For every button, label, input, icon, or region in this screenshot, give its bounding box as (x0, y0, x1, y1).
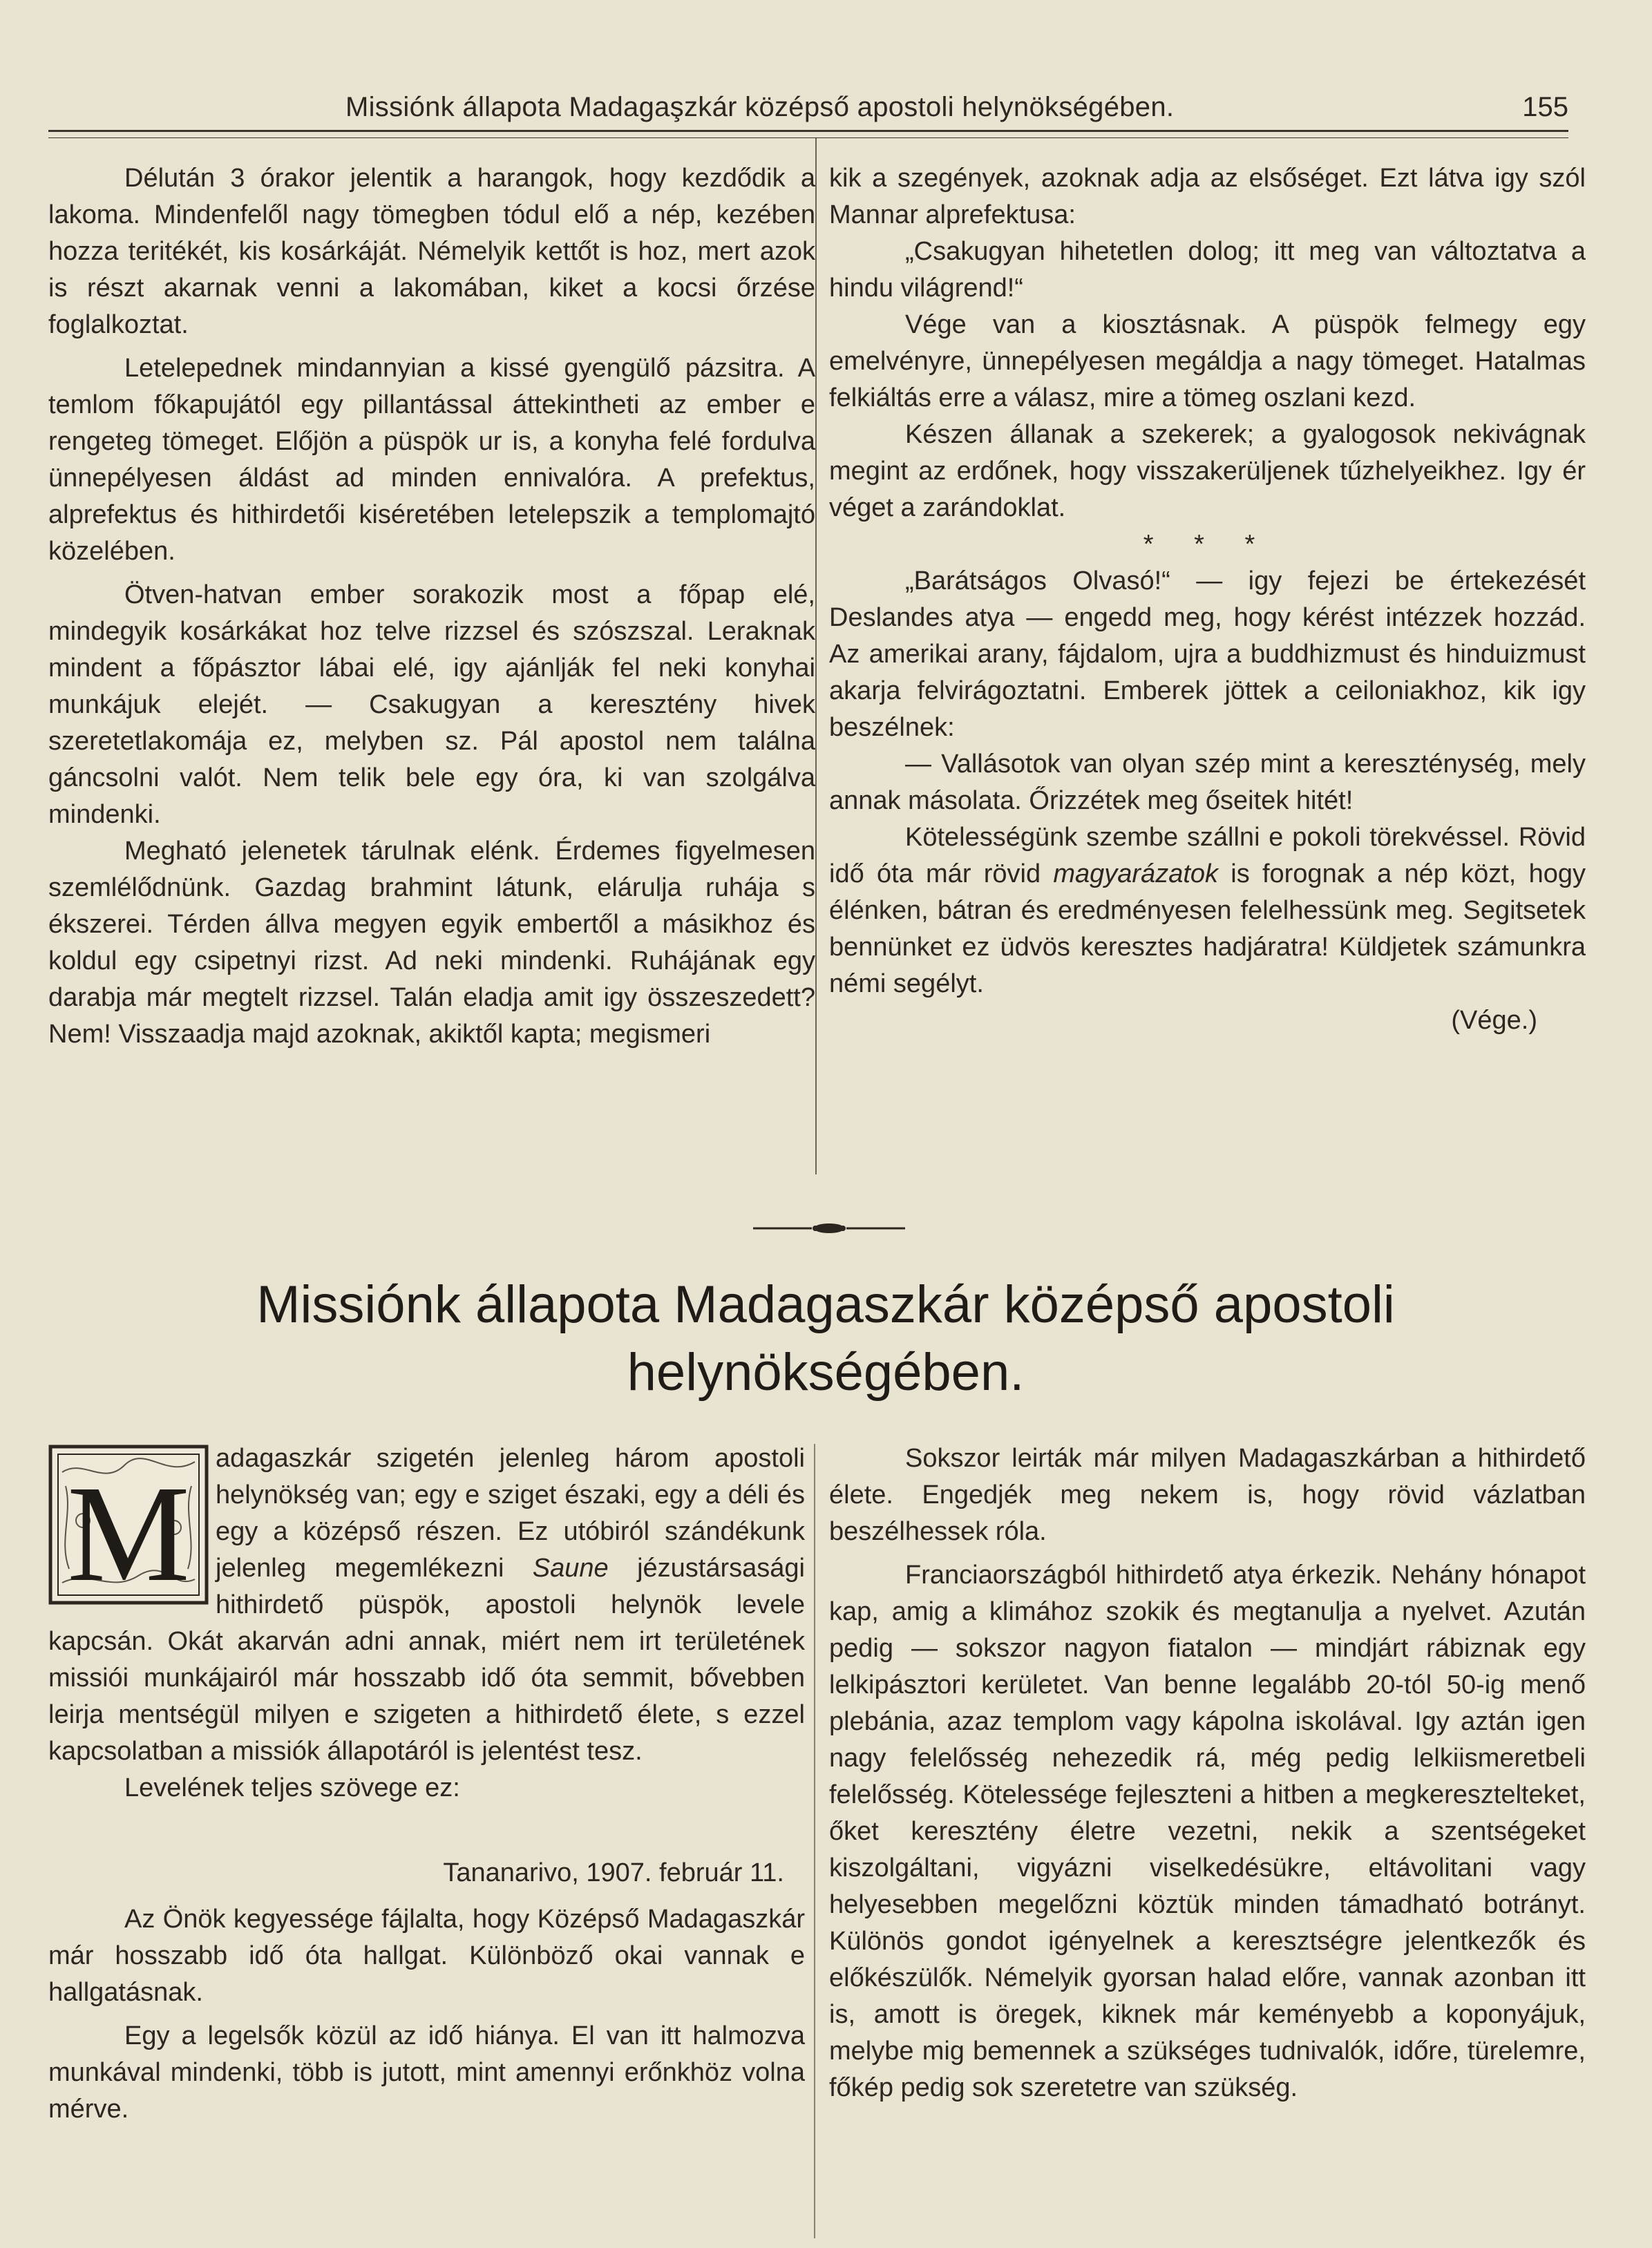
paragraph: Letelepednek mindannyian a kissé gyengülő pázsitra. A temlom főkapujától egy pillantással áttekintheti az ember e rengeteg tömeget. Előjön a püspök ur is, a konyha felé fordulva ünnepélyesen áldást ad minden ennivalóra. A prefektus, alprefektus és hithirdetői kiséretében letelepszik a templomajtó közelében. (48, 354, 815, 566)
paragraph: Sokszor leirták már milyen Madagaszkárban a hithirdető élete. Engedjék meg nekem is, hogy rövid vázlatban beszélhessek róla. (829, 1444, 1586, 1546)
column-divider-bottom (814, 1444, 815, 2238)
italic-term: magyarázatok (1053, 859, 1219, 888)
paragraph: Levelének teljes szövege ez: (124, 1773, 460, 1802)
bottom-right-column (829, 1440, 1586, 2106)
column-divider-top (815, 138, 817, 1174)
quote: „Csakugyan hihetetlen dolog; itt meg van változtatva a hindu világrend!“ (829, 237, 1586, 303)
text-run: jézustársasági hithirdető püspök, apostoli helynök levele kapcsán. Okát akarván adni annak, miért nem irt területének missiói munkájairól már hosszabb idő óta semmit, bővebben leirja mentségül milyen e szigeten a hithirdető élete, s ezzel kapcsolatban a missiók állapotáról is jelentést tesz. (48, 1554, 805, 1766)
running-header (48, 83, 1568, 131)
header-rule (48, 130, 1568, 138)
dropcap (48, 1445, 209, 1605)
running-title: Missiónk állapota Madagaşzkár középső apostoli helynökségében. (345, 92, 1175, 122)
paragraph: Vége van a kiosztásnak. A püspök felmegy egy emelvényre, ünnepélyesen megáldja a nagy tömeget. Hatalmas felkiáltás erre a válasz, mire a tömeg oszlani kezd. (829, 310, 1586, 412)
page-number: 155 (1522, 92, 1568, 122)
paragraph (829, 819, 1586, 1002)
dropcap-letter: M (67, 1458, 190, 1605)
end-mark: (Vége.) (1451, 1006, 1537, 1035)
section-title: Missiónk állapota Madagaszkár középső apostoli helynökségében. (256, 1275, 1395, 1402)
italic-name: Saune (532, 1554, 609, 1583)
paragraph: Egy a legelsők közül az idő hiánya. El van itt halmozva munkával mindenki, több is jutott, mint amennyi erőnkhöz volna mérve. (48, 2021, 805, 2124)
top-left-column (48, 160, 815, 1053)
section-break-stars: * * * (1143, 530, 1272, 559)
paragraph: „Barátságos Olvasó!“ — igy fejezi be értekezését Deslandes atya — engedd meg, hogy kérést intézzek hozzád. Az amerikai arany, fájdalom, ujra a buddhizmust és hinduizmust akarja felvirágoztatni. Emberek jöttek a ceiloniakhoz, kik igy beszélnek: (829, 566, 1586, 742)
paragraph: Franciaországból hithirdető atya érkezik. Nehány hónapot kap, amig a klimához szokik és megtanulja a nyelvet. Azután pedig — sokszor nagyon fiatalon — mindjárt rábiznak egy lelkipásztori kerületet. Van benne legalább 20-tól 50-ig menő plebánia, azaz templom vagy kápolna iskolával. Igy aztán igen nagy felelősség nehezedik rá, még pedig lelkiismeretbeli felelősség. Kötelessége fejleszteni a hitben a megkeresztelteket, őket keresztény életre vezetni, nekik a szentségeket kiszolgáltani, vigyázni viselkedésükre, eltávolitani vagy helyesebben megelőzni köztük minden támadható botrányt. Különös gondot igényelnek a keresztségre jelentkezők és előkészülők. Némelyik gyorsan halad előre, vannak azonban itt is, amott is öregek, kiknek már keményebb a koponyájuk, melybe mig bemennek a szükséges tudnivalók, időre, türelemre, főkép pedig sok szeretetre van szükség. (829, 1561, 1586, 2102)
paragraph: Az Önök kegyessége fájlalta, hogy Középső Madagaszkár már hosszabb idő óta hallgat. Különböző okai vannak e hallgatásnak. (48, 1905, 805, 2007)
paragraph: — Vallásotok van olyan szép mint a kereszténység, mely annak másolata. Őrizzétek meg őseitek hitét! (829, 750, 1586, 815)
paragraph: Délután 3 órakor jelentik a harangok, hogy kezdődik a lakoma. Mindenfelől nagy tömegben tódul elő a nép, kezében hozza teritékét, kis kosárkáját. Némelyik kettőt is hoz, mert azok is részt akarnak venni a lakomában, kiket a kocsi őrzése foglalkoztat. (48, 164, 815, 339)
paragraph: Megható jelenetek tárulnak elénk. Érdemes figyelmesen szemlélődnünk. Gazdag brahmint látunk, elárulja ruhája s ékszerei. Térden állva megyen egyik embertől a másikhoz és koldul egy csipetnyi rizst. Ad neki mindenki. Ruhájának egy darabja már megtelt rizzsel. Talán eladja amit igy összeszedett? Nem! Visszaadja majd azoknak, akiktől kapta; megismeri (48, 837, 815, 1049)
text-run: is forognak a nép közt, hogy élénken, bátran és eredményesen felelhessünk meg. Segitsetek bennünket ez üdvös keresztes hadjáratra! Küldjetek számunkra némi segélyt. (829, 859, 1586, 998)
paragraph: Készen állanak a szekerek; a gyalogosok nekivágnak megint az erdőnek, hogy visszakerüljenek tűzhelyeikhez. Igy ér véget a zarándoklat. (829, 420, 1586, 522)
paragraph: Ötven-hatvan ember sorakozik most a főpap elé, mindegyik kosárkákat hoz telve rizzsel és szószszal. Leraknak mindent a főpásztor lábai elé, igy ajánlják fel neki konyhai munkájuk elejét. — Csakugyan a keresztény hivek szeretetlakomája ez, melyben sz. Pál apostol nem találna gáncsolni valót. Nem telik bele egy óra, ki van szolgálva mindenki. (48, 580, 815, 829)
text-run: adagaszkár szigetén jelenleg három apostoli helynökség van; egy e sziget északi, egy a déli és egy a középső részen. Ez utóbiról szándékunk jelenleg megemlékezni (216, 1444, 805, 1583)
top-right-column (829, 160, 1586, 1039)
paragraph (48, 1440, 805, 1770)
paragraph: kik a szegények, azoknak adja az elsőséget. Ezt látva igy szól Mannar alprefektusa: (829, 164, 1586, 229)
ornament-divider (746, 1221, 912, 1235)
text-run: Kötelességünk szembe szállni e pokoli törekvéssel. Rövid idő óta már rövid (829, 823, 1586, 888)
dropcap-ornament (48, 1445, 209, 1605)
bottom-left-column (48, 1440, 805, 2128)
letter-dateline: Tananarivo, 1907. február 11. (443, 1858, 784, 1887)
